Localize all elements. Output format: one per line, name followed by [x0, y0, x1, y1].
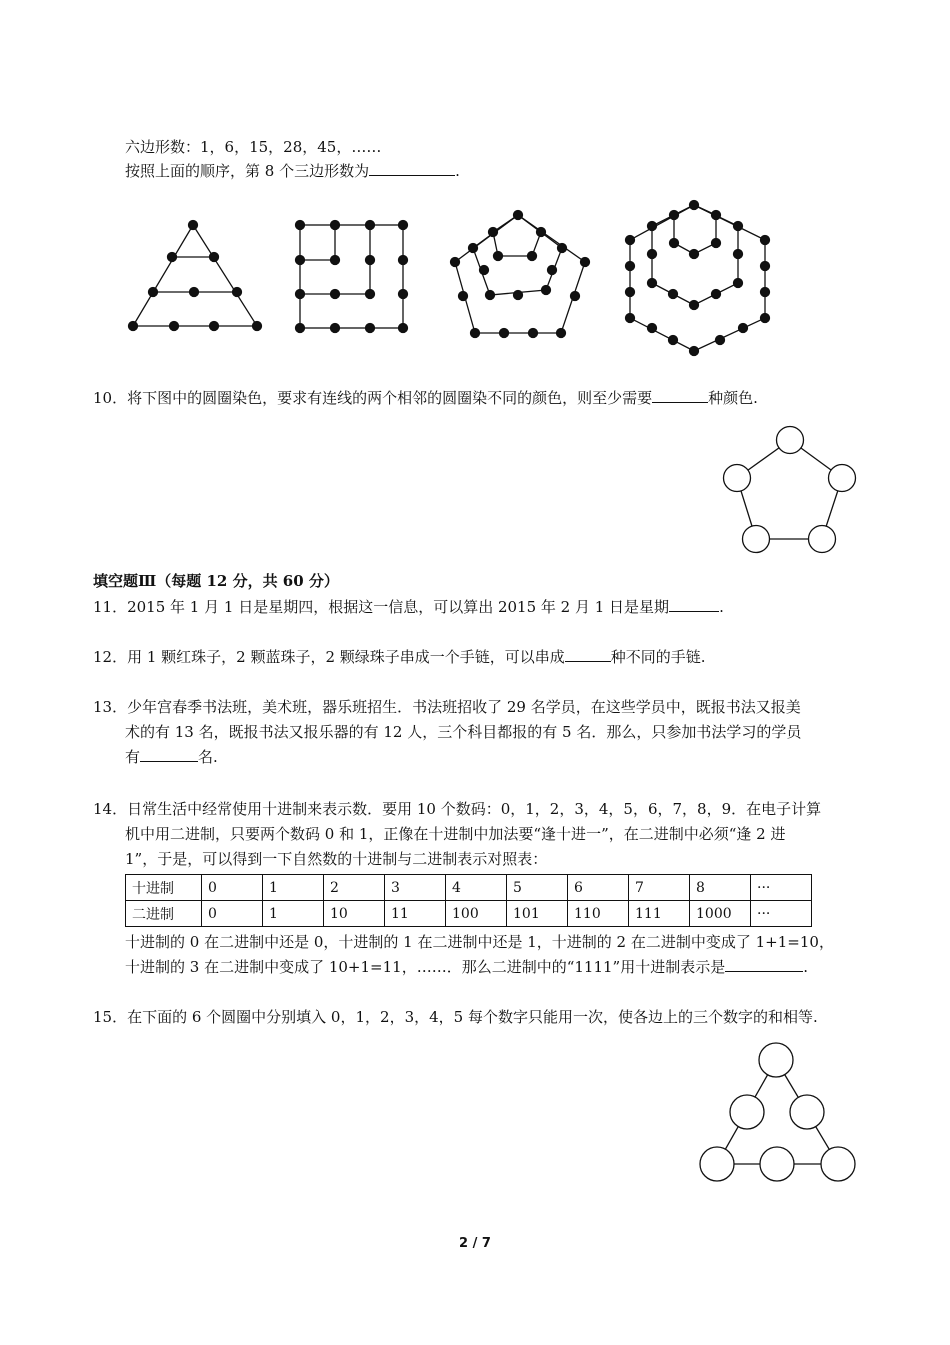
q10-pentagon-graph: [724, 427, 856, 553]
table-cell: 11: [385, 901, 446, 927]
q13-line-1: 13．少年宫春季书法班，美术班，器乐班招生．书法班招收了 29 名学员，在这些学员中，既报书法又报美: [93, 698, 801, 716]
table-cell: 0: [202, 875, 263, 901]
pentagon-dots-figure: [451, 211, 590, 338]
hexagon-numbers-line: 六边形数：1，6，15，28，45，……: [125, 138, 382, 156]
q12-line: [93, 647, 706, 667]
q13-line-3-start: 有: [125, 748, 141, 766]
table-cell: 1: [263, 901, 324, 927]
q14-after-2-text: 十进制的 3 在二进制中变成了 10+1=11，……．那么二进制中的“1111”用十进制表示是: [125, 958, 726, 976]
q15-triangle-circles: [700, 1043, 855, 1181]
table-cell: 3: [385, 875, 446, 901]
table-cell: 6: [568, 875, 629, 901]
table-cell: 4: [446, 875, 507, 901]
decimal-binary-table: [125, 874, 812, 927]
q12-text: 12．用 1 颗红珠子，2 颗蓝珠子，2 颗绿珠子串成一个手链，可以串成: [93, 648, 565, 666]
answer-blank[interactable]: [725, 957, 803, 972]
table-cell: 100: [446, 901, 507, 927]
triangle-question-end: .: [455, 162, 460, 180]
table-cell: 7: [629, 875, 690, 901]
q13-line-2: 术的有 13 名，既报书法又报乐器的有 12 人，三个科目都报的有 5 名．那么，只参加书法学习的学员: [125, 723, 802, 741]
table-cell: 1: [263, 875, 324, 901]
triangle-circle: [759, 1043, 793, 1077]
graph-circle: [724, 465, 751, 492]
section-3-title: 填空题Ⅲ（每题 12 分，共 60 分）: [93, 572, 339, 590]
table-cell: 101: [507, 901, 568, 927]
table-cell: 0: [202, 901, 263, 927]
table-cell: ···: [751, 901, 812, 927]
table-cell: 2: [324, 875, 385, 901]
q10-text-end: 种颜色.: [708, 389, 758, 407]
triangle-circle: [821, 1147, 855, 1181]
graph-circle: [777, 427, 804, 454]
q14-line-1: 14．日常生活中经常使用十进制来表示数．要用 10 个数码：0，1，2，3，4，5，6，7，8，9．在电子计算: [93, 800, 822, 818]
q13-line-3-end: 名.: [198, 748, 218, 766]
q14-after-2: [125, 957, 808, 977]
answer-blank[interactable]: [652, 388, 708, 403]
triangle-question-text: 按照上面的顺序，第 8 个三边形数为: [125, 162, 370, 180]
table-cell: 111: [629, 901, 690, 927]
q11-text: 11．2015 年 1 月 1 日是星期四，根据这一信息，可以算出 2015 年 2 月 1 日是星期: [93, 598, 670, 616]
triangle-circle: [730, 1095, 764, 1129]
q14-line-3: 1”，于是，可以得到一下自然数的十进制与二进制表示对照表：: [125, 850, 548, 868]
q14-after-1: 十进制的 0 在二进制中还是 0，十进制的 1 在二进制中还是 1，十进制的 2 在二进制中变成了 1+1=10，: [125, 933, 834, 951]
graph-circle: [809, 526, 836, 553]
hexagon-dots-figure: [626, 201, 770, 356]
table-cell: 8: [690, 875, 751, 901]
table-cell: 10: [324, 901, 385, 927]
q14-after-2-end: .: [803, 958, 808, 976]
table-cell: 5: [507, 875, 568, 901]
triangle-circle: [760, 1147, 794, 1181]
q11-line: [93, 597, 724, 617]
table-cell: 十进制: [126, 875, 202, 901]
answer-blank[interactable]: [140, 747, 198, 762]
binary-row: [126, 901, 812, 927]
triangle-circle: [790, 1095, 824, 1129]
q13-line-3: [125, 747, 218, 767]
q14-line-2: 机中用二进制，只要两个数码 0 和 1，正像在十进制中加法要“逢十进一”，在二进制中必须“逢 2 进: [125, 825, 786, 843]
q15-line: 15．在下面的 6 个圆圈中分别填入 0，1，2，3，4，5 每个数字只能用一次，使各边上的三个数字的和相等.: [93, 1008, 818, 1026]
graph-circle: [743, 526, 770, 553]
q12-end: 种不同的手链.: [610, 648, 706, 666]
triangle-dots-figure: [129, 221, 262, 331]
square-dots-figure: [296, 221, 408, 333]
q10-line: [93, 388, 758, 408]
triangle-circle: [700, 1147, 734, 1181]
decimal-row: [126, 875, 812, 901]
answer-blank[interactable]: [669, 597, 719, 612]
page-number: 2 / 7: [459, 1236, 491, 1251]
graph-circle: [829, 465, 856, 492]
answer-blank[interactable]: [565, 647, 611, 662]
q11-end: .: [719, 598, 724, 616]
table-cell: 二进制: [126, 901, 202, 927]
table-cell: 1000: [690, 901, 751, 927]
table-cell: ···: [751, 875, 812, 901]
q10-text: 10．将下图中的圆圈染色，要求有连线的两个相邻的圆圈染不同的颜色，则至少需要: [93, 389, 653, 407]
table-cell: 110: [568, 901, 629, 927]
